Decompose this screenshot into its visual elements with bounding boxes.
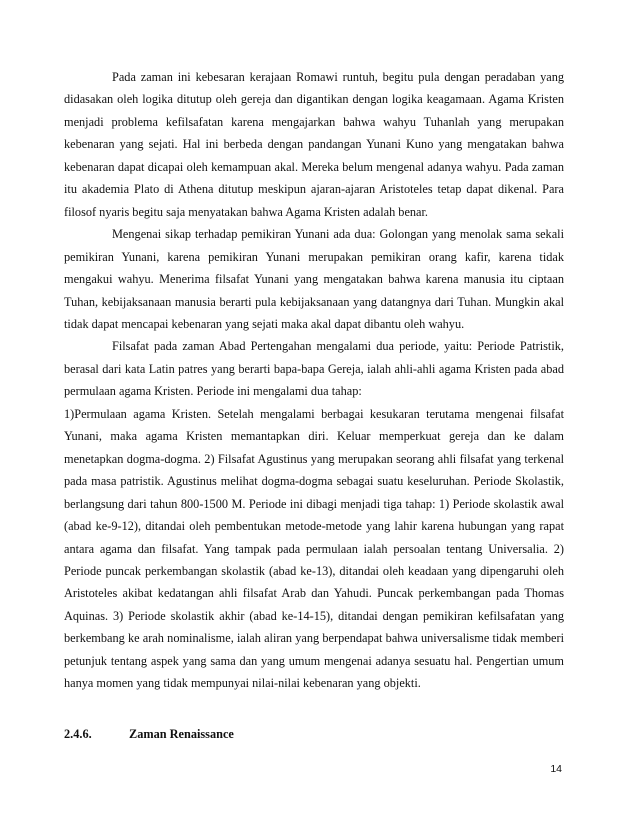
paragraph-roman-collapse: Pada zaman ini kebesaran kerajaan Romawi runtuh, begitu pula dengan peradaban yang didasakan oleh logika ditutup oleh gereja dan digantikan dengan logika keagamaan. Agama Kristen menjadi problema kefilsafatan karena mengajarkan bahwa wahyu Tuhanlah yang merupakan kebenaran yang sejati. Hal ini berbeda dengan pandangan Yunani Kuno yang mengatakan bahwa kebenaran dapat dicapai oleh kemampuan akal. Mereka belum mengenal adanya wahyu. Pada zaman itu akademia Plato di Athena ditutup meskipun ajaran-ajaran Aristoteles tetap dapat dikenal. Para filosof nyaris begitu saja menyatakan bahwa Agama Kristen adalah benar. [64, 70, 564, 219]
body-text [64, 66, 564, 695]
section-title: Zaman Renaissance [129, 727, 234, 741]
section-number: 2.4.6. [64, 727, 92, 741]
paragraph-patristic-scholastic: 1)Permulaan agama Kristen. Setelah mengalami berbagai kesukaran terutama mengenai filsafat Yunani, maka agama Kristen memantapkan diri. Keluar memperkuat gereja dan ke dalam menetapkan dogma-dogma. 2) Filsafat Agustinus yang merupakan seorang ahli filsafat yang terkenal pada masa patristik. Agustinus melihat dogma-dogma sebagai suatu keseluruhan. Periode Skolastik, berlangsung dari tahun 800-1500 M. Periode ini dibagi menjadi tiga tahap: 1) Periode skolastik awal (abad ke-9-12), ditandai oleh pembentukan metode-metode yang lahir karena hubungan yang rapat antara agama dan filsafat. Yang tampak pada permulaan ialah persoalan tentang Universalia. 2) Periode puncak perkembangan skolastik (abad ke-13), ditandai oleh keadaan yang dipengaruhi oleh Aristoteles akibat kedatangan ahli filsafat Arab dan Yahudi. Puncak perkembangan pada Thomas Aquinas. 3) Periode skolastik akhir (abad ke-14-15), ditandai dengan pemikiran kefilsafatan yang berkembang ke arah nominalisme, ialah aliran yang berpendapat bahwa universalisme tidak memberi petunjuk tentang aspek yang sama dan yang umum mengenai adanya sesuatu hal. Pengertian umum hanya momen yang tidak mempunyai nilai-nilai kebenaran yang objekti. [64, 406, 564, 691]
paragraph-medieval-periods: Filsafat pada zaman Abad Pertengahan mengalami dua periode, yaitu: Periode Patristik, berasal dari kata Latin patres yang berarti bapa-bapa Gereja, ialah ahli-ahli agama Kristen pada abad permulaan agama Kristen. Periode ini mengalami dua tahap: [64, 339, 564, 399]
paragraph-greek-thought: Mengenai sikap terhadap pemikiran Yunani ada dua: Golongan yang menolak sama sekali pemikiran Yunani, karena pemikiran Yunani merupakan pemikiran orang kafir, karena tidak mengakui wahyu. Menerima filsafat Yunani yang mengatakan bahwa karena manusia itu ciptaan Tuhan, kebijaksanaan manusia berarti pula kebijaksanaan yang datangnya dari Tuhan. Mungkin akal tidak dapat mencapai kebenaran yang sejati maka akal dapat dibantu oleh wahyu. [64, 227, 564, 331]
page-number: 14 [550, 763, 562, 775]
section-heading [64, 727, 234, 742]
